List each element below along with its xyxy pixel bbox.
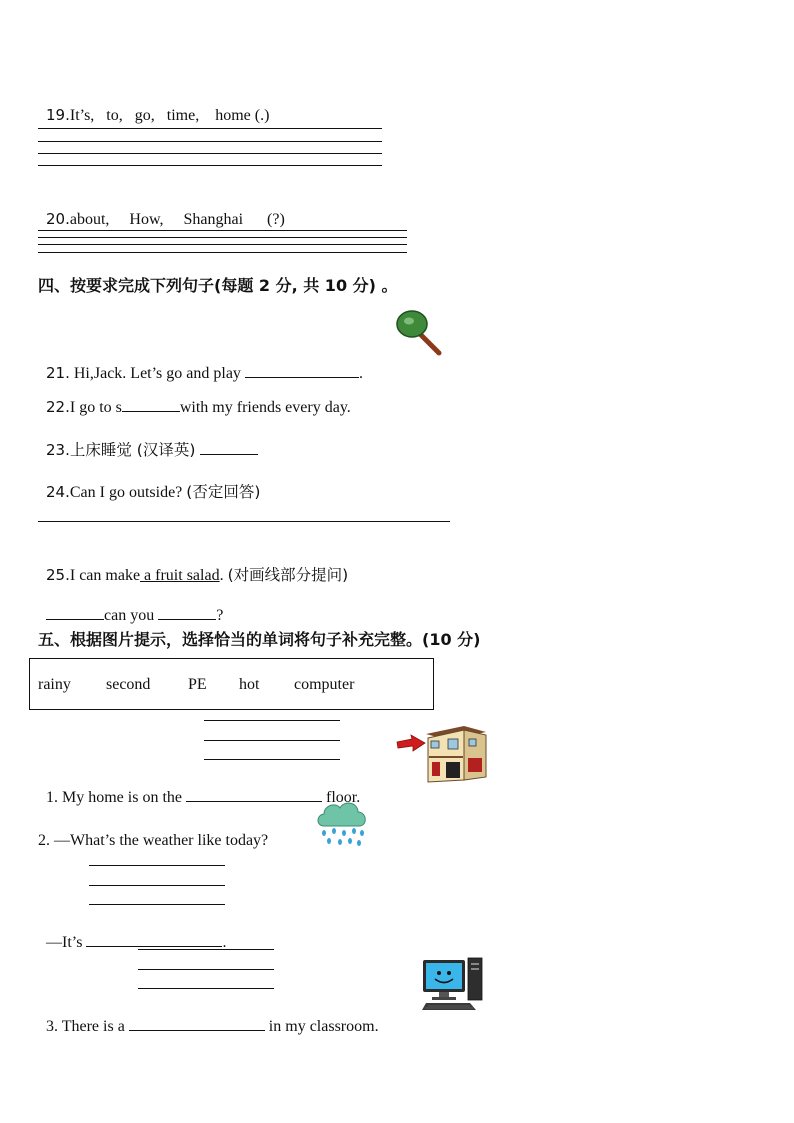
- word-bank: [29, 658, 434, 710]
- word-bank-item: second: [106, 676, 151, 693]
- answer-line: [38, 252, 407, 253]
- word-bank-item: PE: [188, 676, 207, 693]
- rain-cloud-icon: [314, 798, 370, 848]
- answer-blank[interactable]: [122, 397, 180, 412]
- underlined-phrase: a fruit salad: [140, 567, 220, 584]
- question-number: 20.: [46, 210, 70, 228]
- writing-line: [138, 949, 274, 950]
- question-number: 23.: [46, 441, 70, 459]
- answer-blank[interactable]: [200, 440, 258, 455]
- answer-line: [38, 153, 382, 154]
- word-bank-item: computer: [294, 676, 355, 693]
- question-number: 24.: [46, 483, 70, 501]
- question-19: [38, 88, 269, 125]
- answer-blank[interactable]: [46, 605, 104, 620]
- house-icon: [424, 722, 488, 784]
- word-bank-item: rainy: [38, 676, 71, 693]
- writing-line: [89, 865, 225, 866]
- section-4-heading: 四、按要求完成下列句子(每题 2 分, 共 10 分) 。: [38, 276, 398, 295]
- answer-blank[interactable]: [129, 1016, 265, 1031]
- writing-line: [89, 885, 225, 886]
- section-5-heading: 五、根据图片提示，选择恰当的单词将句子补充完整。(10 分): [38, 630, 481, 649]
- answer-blank[interactable]: [186, 787, 322, 802]
- writing-line: [89, 904, 225, 905]
- writing-line: [204, 759, 340, 760]
- question-number: 22.: [46, 398, 70, 416]
- computer-icon: [420, 954, 486, 1014]
- ping-pong-paddle-icon: [395, 307, 445, 357]
- picture-question-3: 3. There is a in my classroom.: [46, 1018, 379, 1035]
- question-20: [38, 192, 285, 229]
- word-bank-item: hot: [239, 676, 260, 693]
- picture-question-1: 1. My home is on the floor.: [46, 789, 361, 806]
- answer-line: [38, 521, 450, 522]
- question-number: 25.: [46, 566, 70, 584]
- answer-line: [38, 244, 407, 245]
- answer-line: [38, 141, 382, 142]
- answer-line: [38, 165, 382, 166]
- question-text: It’s, to, go, time, home (.): [69, 107, 270, 124]
- answer-line: [38, 237, 407, 238]
- question-24: 24.Can I go outside? (否定回答): [46, 483, 261, 501]
- writing-line: [204, 740, 340, 741]
- question-25: 25.I can make a fruit salad. (对画线部分提问): [46, 566, 349, 584]
- writing-line: [138, 988, 274, 989]
- answer-blank[interactable]: [86, 932, 222, 947]
- question-number: 19.: [46, 106, 70, 124]
- question-text: Hi,Jack. Let’s go and play: [69, 365, 245, 382]
- answer-line: [38, 128, 382, 129]
- question-22: 22.I go to s with my friends every day.: [46, 398, 351, 416]
- picture-question-2: 2. —What’s the weather like today?: [38, 832, 269, 849]
- question-text: about, How, Shanghai (?): [69, 211, 285, 228]
- question-23: 23.上床睡觉 (汉译英): [38, 420, 258, 460]
- question-number: 21.: [46, 364, 70, 382]
- writing-line: [204, 720, 340, 721]
- answer-blank[interactable]: [158, 605, 216, 620]
- arrow-icon: [396, 734, 426, 754]
- answer-line: [38, 230, 407, 231]
- writing-line: [138, 969, 274, 970]
- question-25-answer: can you ?: [38, 587, 223, 625]
- answer-blank[interactable]: [245, 363, 359, 378]
- question-21: 21. Hi,Jack. Let’s go and play .: [46, 364, 363, 382]
- picture-question-2-answer: —It’s .: [46, 934, 227, 951]
